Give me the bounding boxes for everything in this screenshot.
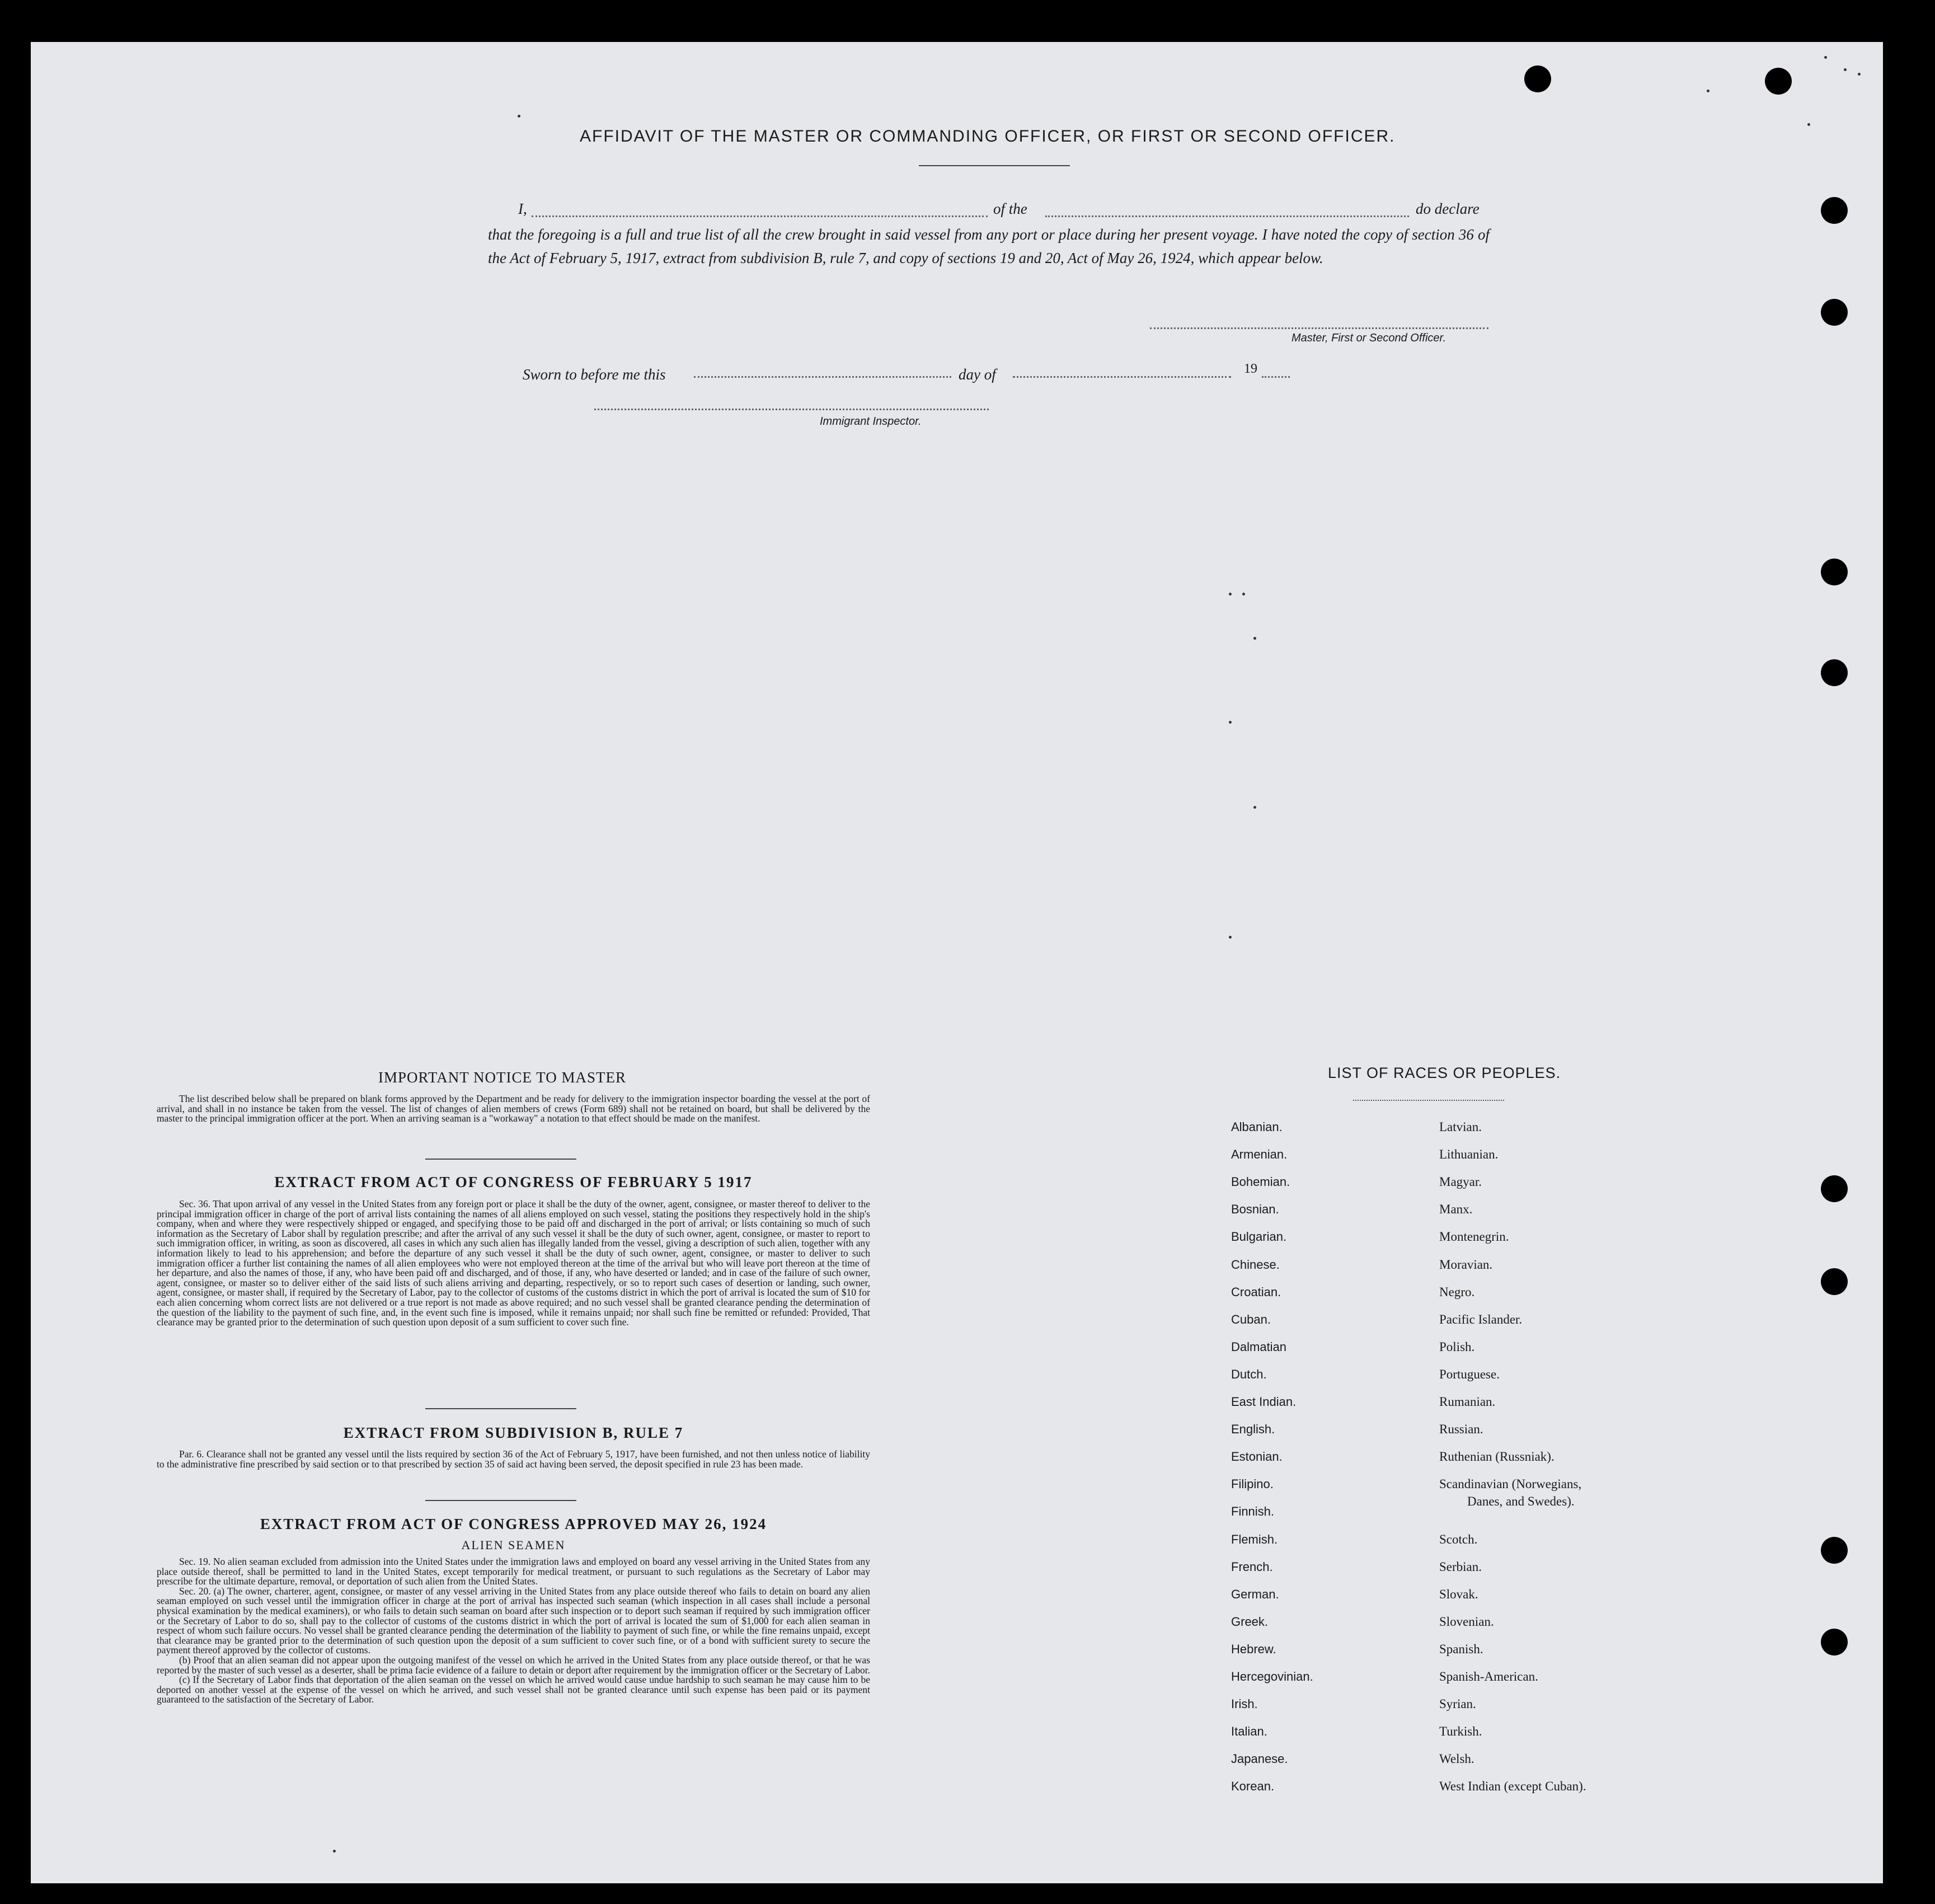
race-item: Scandinavian (Norwegians, bbox=[1439, 1477, 1582, 1492]
punch-hole bbox=[1821, 1629, 1848, 1656]
race-item: Dalmatian bbox=[1231, 1339, 1287, 1354]
punch-hole bbox=[1821, 1537, 1848, 1564]
speck bbox=[1707, 90, 1709, 92]
race-item: Ruthenian (Russniak). bbox=[1439, 1450, 1554, 1464]
speck bbox=[1242, 593, 1245, 595]
races-title-underline bbox=[1353, 1100, 1504, 1101]
punch-hole bbox=[1524, 65, 1551, 92]
day-of-label: day of bbox=[959, 366, 996, 383]
master-signature-caption: Master, First or Second Officer. bbox=[1291, 332, 1446, 344]
section-19-paragraph: Sec. 19. No alien seaman excluded from admission into the United States under the immigration laws and employed on board any vessel arriving in the United States from any place outside thereof, shall be permitted to land in the United States, except temporarily for medical treatment, or pursuant to such regulations as the Secretary of Labor may prescribe for the ultimate departure, removal, or deportation of such alien from the United States. bbox=[157, 1556, 870, 1587]
race-item: Montenegrin. bbox=[1439, 1230, 1509, 1244]
race-item: Welsh. bbox=[1439, 1752, 1474, 1766]
race-item: Lithuanian. bbox=[1439, 1147, 1499, 1162]
sworn-year-field[interactable] bbox=[1262, 376, 1290, 378]
race-item: Dutch. bbox=[1231, 1367, 1267, 1381]
do-declare-label: do declare bbox=[1416, 200, 1480, 217]
race-item: Italian. bbox=[1231, 1724, 1267, 1739]
race-item: Bohemian. bbox=[1231, 1175, 1290, 1189]
sworn-month-field[interactable] bbox=[1013, 376, 1231, 378]
race-item: Estonian. bbox=[1231, 1450, 1283, 1464]
section-20b-paragraph: (b) Proof that an alien seaman did not appear upon the outgoing manifest of the vessel on which he arrived in the United States from any place outside thereof, or that he was reported by the master of such vessel as a deserter, shall be prima facie evidence of a failure to detain or deport after requirement by the immigration officer or the Secretary of Labor. bbox=[157, 1654, 870, 1676]
punch-hole bbox=[1821, 1268, 1848, 1295]
race-item: Russian. bbox=[1439, 1422, 1483, 1437]
race-item: Spanish. bbox=[1439, 1642, 1483, 1656]
punch-hole bbox=[1821, 197, 1848, 224]
speck bbox=[333, 1850, 336, 1853]
race-item: Hercegovinian. bbox=[1231, 1669, 1313, 1683]
race-item: German. bbox=[1231, 1587, 1279, 1601]
vessel-name-field[interactable] bbox=[1045, 215, 1409, 217]
speck bbox=[1824, 56, 1827, 59]
race-item: Serbian. bbox=[1439, 1559, 1482, 1574]
speck bbox=[1807, 123, 1810, 126]
race-item: Bulgarian. bbox=[1231, 1230, 1287, 1244]
alien-seamen-subheading: ALIEN SEAMEN bbox=[461, 1538, 566, 1552]
subdivision-b-heading: EXTRACT FROM SUBDIVISION B, RULE 7 bbox=[343, 1424, 684, 1441]
speck bbox=[518, 115, 520, 118]
race-item: Magyar. bbox=[1439, 1175, 1482, 1189]
speck bbox=[1253, 806, 1256, 809]
speck bbox=[1229, 721, 1232, 724]
punch-hole bbox=[1821, 1175, 1848, 1202]
extract-1924-text bbox=[157, 1557, 870, 1705]
declarant-name-field[interactable] bbox=[532, 215, 988, 217]
punch-hole bbox=[1821, 299, 1848, 326]
race-item: Slovak. bbox=[1439, 1587, 1478, 1601]
subdivision-b-text bbox=[157, 1450, 870, 1469]
year-prefix: 19 bbox=[1244, 362, 1257, 376]
race-item: Rumanian. bbox=[1439, 1395, 1496, 1409]
notice-text bbox=[157, 1094, 870, 1124]
of-the-label: of the bbox=[993, 200, 1027, 217]
races-list-title: LIST OF RACES OR PEOPLES. bbox=[1328, 1064, 1561, 1081]
affidavit-title: AFFIDAVIT OF THE MASTER OR COMMANDING OFFICER, OR FIRST OR SECOND OFFICER. bbox=[580, 127, 1396, 146]
sworn-day-field[interactable] bbox=[694, 376, 951, 378]
race-item: English. bbox=[1231, 1422, 1275, 1437]
extract-1924-heading: EXTRACT FROM ACT OF CONGRESS APPROVED MAY 26, 1924 bbox=[260, 1516, 767, 1532]
punch-hole bbox=[1821, 559, 1848, 585]
race-item: Albanian. bbox=[1231, 1120, 1283, 1134]
race-item: Danes, and Swedes). bbox=[1467, 1494, 1575, 1508]
section-20c-paragraph: (c) If the Secretary of Labor finds that deportation of the alien seaman on the vessel on which he arrived would cause undue hardship to such seaman he may cause him to be deported on another vessel at the expense of the vessel on which he arrived, and such vessel shall not be granted clearance until such expense has been paid or its payment guaranteed to the satisfaction of the Secretary of Labor. bbox=[157, 1674, 870, 1705]
inspector-caption: Immigrant Inspector. bbox=[820, 415, 922, 428]
speck bbox=[1858, 73, 1861, 76]
race-item: Finnish. bbox=[1231, 1504, 1275, 1519]
race-item: Manx. bbox=[1439, 1202, 1473, 1217]
race-item: Cuban. bbox=[1231, 1312, 1271, 1326]
section-36-paragraph: Sec. 36. That upon arrival of any vessel in the United States from any foreign port or place it shall be the duty of the owner, agent, consignee, or master thereof to deliver to the principal immigration officer in charge of the port of arrival lists containing the names of all aliens employed on such vessel, stating the positions they respectively hold in the ship's company, when and where they were respectively shipped or engaged, and specifying those to be paid off and discharged in the port of arrival; or lists containing so much of such information as the Secretary of Labor shall by regulation prescribe; and after the arrival of any such vessel it shall be the duty of such owner, agent, consignee, or master to report to such immigration officer, in writing, as soon as discovered, all cases in which any such alien has illegally landed from the vessel, giving a description of such alien, together with any information likely to lead to his apprehension; and before the departure of any such vessel it shall be the duty of such owner, agent, consignee, or master to deliver to such immigration officer a further list containing the names of all alien employees who were not employed thereon at the time of the arrival but who will leave port thereon at the time of her departure, and also the names of those, if any, who have been paid off and discharged, and of those, if any, who have deserted or landed; and in case of the failure of such owner, agent, consignee, or master so to deliver either of the said lists of such aliens arriving and departing, respectively, or so to report such cases of desertion or landing, such owner, agent, consignee, or master shall, if required by the Secretary of Labor, pay to the collector of customs of the customs district in which the port of arrival is located the sum of $10 for each alien concerning whom correct lists are not delivered or a true report is not made as above required; and no such vessel shall be granted clearance pending the determination of the question of the liability to the payment of such fine, and, in the event such fine is imposed, while it remains unpaid; nor shall such fine be remitted or refunded: Provided, That clearance may be granted prior to the determination of such question upon deposit of a sum sufficient to cover such fine. bbox=[157, 1198, 870, 1328]
race-item: Turkish. bbox=[1439, 1724, 1482, 1739]
race-item: Scotch. bbox=[1439, 1532, 1478, 1546]
race-item: West Indian (except Cuban). bbox=[1439, 1779, 1586, 1794]
notice-paragraph: The list described below shall be prepared on blank forms approved by the Department and be ready for delivery to the immigration inspector boarding the vessel at the port of arrival, and shall in no instance be taken from the vessel. The list of changes of alien members of crews (Form 689) shall not be retained on board, but shall be delivered by the master to the principal immigration officer at the port. When an arriving seaman is a "workaway" a notation to that effect should be made on the manifest. bbox=[157, 1093, 870, 1124]
race-item: Negro. bbox=[1439, 1284, 1475, 1299]
race-item: Portuguese. bbox=[1439, 1367, 1500, 1381]
race-item: Croatian. bbox=[1231, 1284, 1281, 1299]
divider bbox=[425, 1408, 576, 1409]
race-item: Bosnian. bbox=[1231, 1202, 1279, 1217]
affidavit-body: that the foregoing is a full and true list of all the crew brought in said vessel from any port or place during her present voyage. I have noted the copy of section 36 of the Act of February 5, 1917, extract from subdivision B, rule 7, and copy of sections 19 and 20, Act of May 26, 1924, which appear below. bbox=[488, 226, 1490, 266]
race-item: East Indian. bbox=[1231, 1395, 1297, 1409]
divider bbox=[425, 1500, 576, 1501]
race-item: Irish. bbox=[1231, 1697, 1258, 1711]
race-item: French. bbox=[1231, 1559, 1273, 1574]
speck bbox=[1229, 593, 1232, 595]
race-item: Spanish-American. bbox=[1439, 1669, 1538, 1683]
extract-1917-heading: EXTRACT FROM ACT OF CONGRESS OF FEBRUARY 5 1917 bbox=[274, 1174, 753, 1190]
race-item: Hebrew. bbox=[1231, 1642, 1276, 1656]
race-item: Flemish. bbox=[1231, 1532, 1278, 1546]
race-item: Moravian. bbox=[1439, 1257, 1493, 1272]
punch-hole bbox=[1821, 659, 1848, 686]
race-item: Filipino. bbox=[1231, 1477, 1274, 1492]
punch-hole bbox=[1765, 68, 1792, 95]
race-item: Greek. bbox=[1231, 1614, 1269, 1629]
race-item: Armenian. bbox=[1231, 1147, 1288, 1162]
race-item: Polish. bbox=[1439, 1339, 1475, 1354]
declarant-label: I, bbox=[518, 200, 527, 217]
extract-1917-text bbox=[157, 1199, 870, 1328]
divider bbox=[425, 1159, 576, 1160]
inspector-signature-field[interactable] bbox=[594, 409, 989, 410]
race-item: Japanese. bbox=[1231, 1752, 1288, 1766]
sworn-label: Sworn to before me this bbox=[523, 366, 666, 383]
speck bbox=[1229, 936, 1232, 939]
notice-heading: IMPORTANT NOTICE TO MASTER bbox=[378, 1069, 626, 1086]
par-6-paragraph: Par. 6. Clearance shall not be granted any vessel until the lists required by section 36 of the Act of February 5, 1917, have been furnished, and not then unless notice of liability to the administrative fine prescribed by said section or to that prescribed by section 35 of said act having been served, the deposit specified in rule 23 has been made. bbox=[157, 1448, 870, 1470]
race-item: Chinese. bbox=[1231, 1257, 1280, 1272]
title-underline bbox=[919, 165, 1070, 166]
race-item: Pacific Islander. bbox=[1439, 1312, 1523, 1326]
race-item: Syrian. bbox=[1439, 1697, 1476, 1711]
speck bbox=[1253, 637, 1256, 640]
race-item: Latvian. bbox=[1439, 1120, 1482, 1134]
master-signature-field[interactable] bbox=[1150, 327, 1488, 329]
speck bbox=[1844, 68, 1847, 71]
section-20a-paragraph: Sec. 20. (a) The owner, charterer, agent, consignee, or master of any vessel arriving in the United States from any place outside thereof who fails to detain on board any alien seaman employed on such vessel until the immigration officer in charge at the port of arrival has inspected such seaman (which inspection in all cases shall include a personal physical examination by the medical examiners), or who fails to detain such seaman on board after such inspection or to deport such seaman if required by such immigration officer or the Secretary of Labor to do so, shall pay to the collector of customs of the customs district in which the port of arrival is located the sum of $1,000 for each alien seaman in respect of whom such failure occurs. No vessel shall be granted clearance pending the determination of the liability to payment of such fine, or while the fine remains unpaid, except that clearance may be granted prior to the determination of such question upon the deposit of a sum sufficient to cover such fine, or of a bond with sufficient surety to secure the payment thereof approved by the collector of customs. bbox=[157, 1585, 870, 1656]
race-item: Slovenian. bbox=[1439, 1614, 1494, 1629]
race-item: Korean. bbox=[1231, 1779, 1275, 1794]
